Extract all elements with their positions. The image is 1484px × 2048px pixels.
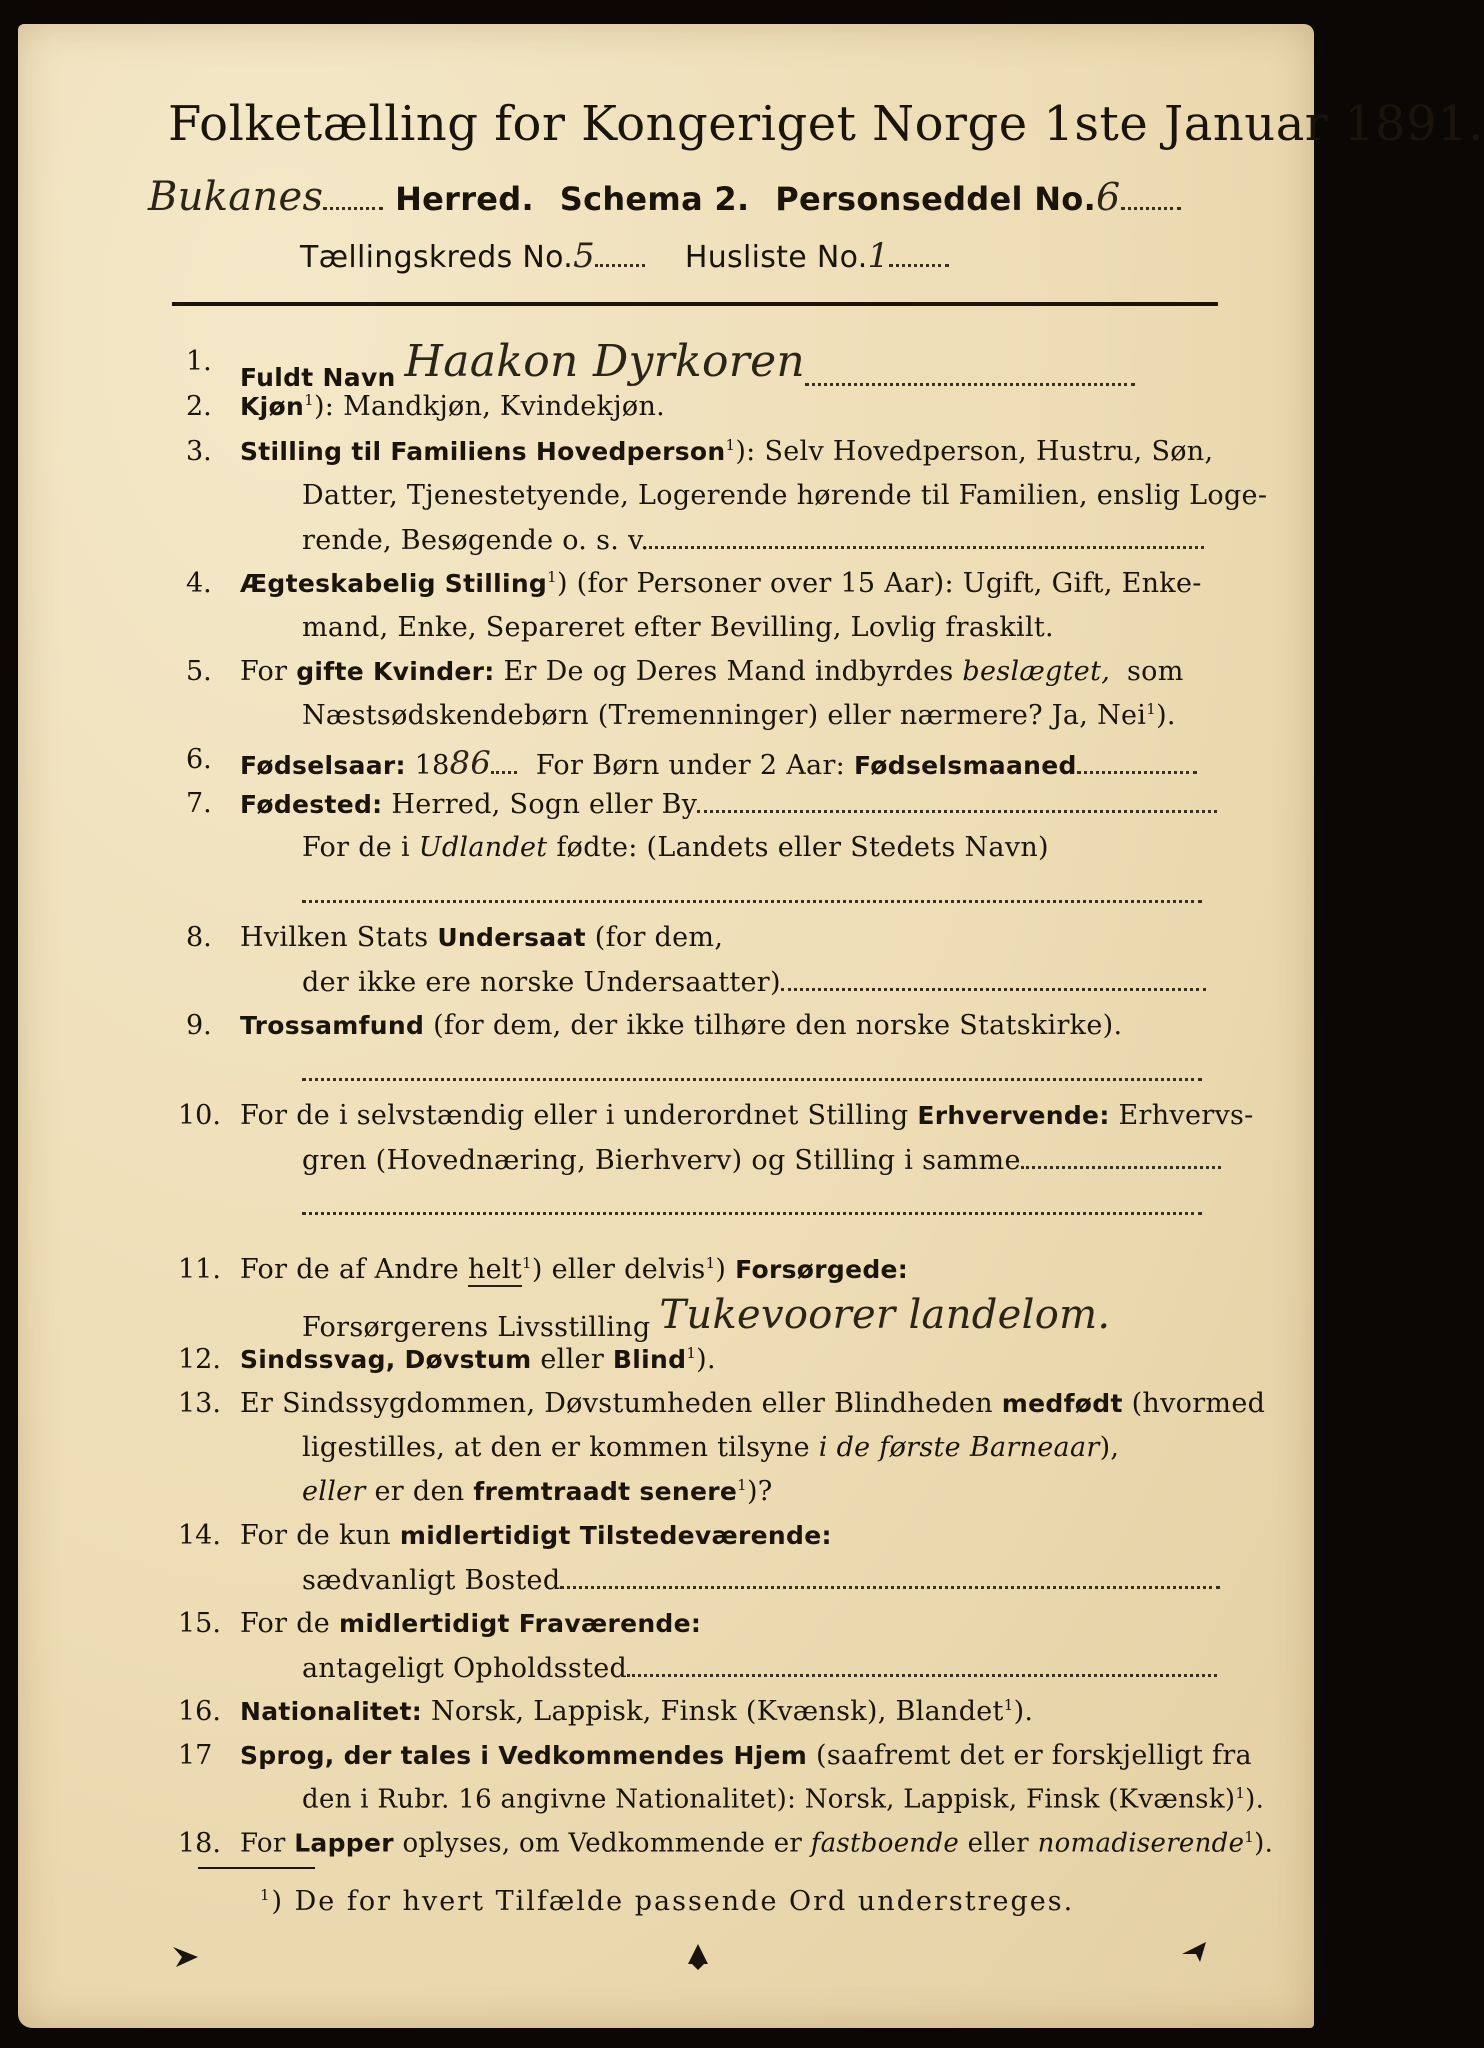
kreds-label: Tællingskreds No. xyxy=(300,240,574,275)
item-number: 12. xyxy=(178,1344,221,1375)
item-kjon xyxy=(240,391,665,422)
fravaer-text-2-row xyxy=(302,1652,1217,1684)
header-rule xyxy=(172,302,1218,306)
medfodt-text-3a: er den xyxy=(374,1476,465,1507)
census-form xyxy=(18,24,1484,2028)
kreds-row xyxy=(300,236,949,276)
item-erhvervende xyxy=(240,1100,1254,1131)
fodested-text-2i: Udlandet xyxy=(418,832,548,863)
dotted-line xyxy=(491,749,517,774)
item-gifte-kvinder xyxy=(240,656,1184,687)
dotted-line xyxy=(302,1190,1202,1215)
item-stilling xyxy=(240,436,1213,467)
item-sprog xyxy=(240,1740,1252,1771)
footnote-mark: 1 xyxy=(260,1886,272,1904)
medfodt-text-1a: Er Sindssygdommen, Døvstumheden eller Blindheden xyxy=(240,1388,993,1419)
sprog-label: Sprog, der tales i Vedkommendes Hjem xyxy=(240,1741,808,1770)
medfodt-text-3b: )? xyxy=(746,1476,773,1507)
fodested-text-1: Herred, Sogn eller By xyxy=(391,789,698,820)
footnote-mark: 1 xyxy=(737,1476,747,1494)
footnote-mark: 1 xyxy=(1146,700,1157,718)
footnote-mark: 1 xyxy=(304,391,314,409)
fodested-text-2a: For de i xyxy=(302,832,410,863)
nationalitet-end: ). xyxy=(1013,1696,1034,1727)
item-tilstedevaerende xyxy=(240,1520,832,1551)
gifte-text-2-end: ). xyxy=(1156,700,1176,731)
herred-row xyxy=(148,174,1181,220)
item-number: 15. xyxy=(178,1608,221,1639)
schema-label: Schema 2. xyxy=(559,180,750,218)
medfodt-text-2-row xyxy=(302,1432,1119,1463)
fodselsaar-handwritten: 86 xyxy=(449,744,491,782)
kjon-options: ): Mandkjøn, Kvindekjøn. xyxy=(313,391,666,422)
stilling-text-3: rende, Besøgende o. s. v. xyxy=(302,525,650,556)
gifte-text-1a: Er De og Deres Mand indbyrdes xyxy=(503,656,954,687)
tilstede-text-2: sædvanligt Bosted xyxy=(302,1565,561,1596)
tilstede-text-2-row xyxy=(302,1564,1220,1596)
husliste-label: Husliste No. xyxy=(684,240,868,275)
item-number: 7. xyxy=(186,788,212,819)
erhverv-text-2-row xyxy=(302,1144,1221,1176)
gifte-text-1i: beslægtet, xyxy=(962,656,1111,687)
trossamfund-label: Trossamfund xyxy=(240,1011,425,1040)
gifte-pre: For xyxy=(240,656,288,687)
item-number: 10. xyxy=(178,1100,221,1131)
item-number: 5. xyxy=(186,656,212,687)
dotted-line xyxy=(323,185,383,210)
item-nationalitet xyxy=(240,1696,1033,1727)
stilling-label: Stilling til Familiens Hovedperson xyxy=(240,437,726,466)
trossamfund-text: (for dem, der ikke tilhøre den norske Statskirke). xyxy=(433,1010,1123,1041)
item-number: 18. xyxy=(178,1828,221,1859)
item-undersaat xyxy=(240,922,723,953)
sindssvag-label: Sindssvag, xyxy=(240,1345,396,1374)
item-number: 14. xyxy=(178,1520,221,1551)
item-number: 13. xyxy=(178,1388,221,1419)
dotted-line xyxy=(302,1056,1202,1081)
footnote-mark: 1 xyxy=(1235,1784,1246,1802)
forsorgede-text-1b: ) eller delvis xyxy=(531,1254,706,1285)
fodselsaar-text: For Børn under 2 Aar: xyxy=(535,750,846,781)
footnote xyxy=(260,1886,1074,1917)
item-fravaerende xyxy=(240,1608,701,1639)
stilling-text-1: ): Selv Hovedperson, Hustru, Søn, xyxy=(735,436,1214,467)
undersaat-text-2-row xyxy=(302,966,1206,998)
item-sindssvag xyxy=(240,1344,716,1375)
forsorgede-handwritten: Tukevoorer landelom. xyxy=(659,1292,1111,1338)
dotted-line xyxy=(1121,185,1181,210)
fuldt-navn-label: Fuldt Navn xyxy=(240,363,396,392)
item-fodselsaar xyxy=(240,744,1197,782)
item-forsorgede xyxy=(240,1254,908,1285)
lapper-text-1a: For xyxy=(240,1828,286,1859)
item-number: 9. xyxy=(186,1010,212,1041)
sprog-text-1: (saafremt det er forskjelligt fra xyxy=(816,1740,1252,1771)
tilstede-label: midlertidigt Tilstedeværende: xyxy=(399,1521,832,1550)
forsorgede-text-2: Forsørgerens Livsstilling xyxy=(302,1312,651,1343)
aegteskabelig-label: Ægteskabelig Stilling xyxy=(240,569,548,598)
tilstede-text-1a: For de kun xyxy=(240,1520,391,1551)
fremtraadt-label: fremtraadt senere xyxy=(473,1477,738,1506)
dotted-line xyxy=(627,1652,1217,1677)
dotted-line xyxy=(560,1564,1220,1589)
form-title: Folketælling for Kongeriget Norge 1ste Januar 1891. xyxy=(168,96,1484,152)
dovstum-label: Døvstum xyxy=(404,1345,532,1374)
lapper-fastboende: fastboende xyxy=(810,1828,960,1859)
erhverv-text-2: gren (Hovednæring, Bierhverv) og Stilling i samme xyxy=(302,1145,1021,1176)
sprog-text-2: den i Rubr. 16 angivne Nationalitet): Norsk, Lappisk, Finsk (Kvænsk) xyxy=(302,1784,1236,1815)
lapper-text-1c: eller xyxy=(967,1828,1029,1859)
medfodt-text-1b: (hvormed xyxy=(1131,1388,1266,1419)
aegteskabelig-text-1: ) (for Personer over 15 Aar): Ugift, Gift, Enke- xyxy=(556,568,1202,599)
footnote-mark: 1 xyxy=(686,1344,697,1362)
forsorgede-text-1a: For de af Andre xyxy=(240,1254,460,1285)
medfodt-text-2a: ligestilles, at den er kommen tilsyne xyxy=(302,1432,810,1463)
forsorgede-text-2-row xyxy=(302,1292,1111,1346)
blank-dotted-row xyxy=(302,1190,1202,1222)
fodested-text-2-row xyxy=(302,832,1049,863)
dotted-line xyxy=(781,966,1206,991)
erhverv-text-1a: For de i selvstændig eller i underordnet Stilling xyxy=(240,1100,909,1131)
footnote-mark: 1 xyxy=(547,568,557,586)
footnote-mark: 1 xyxy=(705,1254,716,1272)
gifte-kvinder-label: gifte Kvinder: xyxy=(296,657,495,686)
item-number: 17 xyxy=(178,1740,213,1771)
undersaat-label: Undersaat xyxy=(437,923,586,952)
fodselsaar-prefix: 18 xyxy=(414,750,450,781)
fravaer-label: midlertidigt Fraværende: xyxy=(338,1609,702,1638)
husliste-handwritten: 1 xyxy=(867,236,890,276)
dotted-line xyxy=(595,242,645,267)
item-aegteskabelig xyxy=(240,568,1202,599)
decorative-mark-icon xyxy=(1178,1936,1218,1966)
footnote-mark: 1 xyxy=(725,436,736,454)
forsorgede-text-1c: ) xyxy=(715,1254,727,1285)
nationalitet-label: Nationalitet: xyxy=(240,1697,423,1726)
gifte-text-2: Næstsødskendebørn (Tremenninger) eller nærmere? Ja, Nei xyxy=(302,700,1147,731)
aegteskabelig-text-2: mand, Enke, Separeret efter Bevilling, Lovlig fraskilt. xyxy=(302,612,1054,643)
blank-dotted-row xyxy=(302,878,1202,910)
herred-handwritten: Bukanes xyxy=(148,174,324,220)
item-trossamfund xyxy=(240,1010,1122,1041)
kjon-label: Kjøn xyxy=(240,392,305,421)
dotted-line xyxy=(302,878,1202,903)
footnote-mark: 1 xyxy=(522,1254,532,1272)
sindssvag-text: eller xyxy=(540,1344,605,1375)
fodested-text-2b: fødte: (Landets eller Stedets Navn) xyxy=(556,832,1049,863)
footnote-mark: 1 xyxy=(1003,1696,1014,1714)
sindssvag-end: ). xyxy=(696,1344,716,1375)
footnote-rule xyxy=(198,1867,315,1869)
personseddel-label: Personseddel No. xyxy=(775,180,1097,218)
item-number: 11. xyxy=(178,1254,221,1285)
lapper-text-1b: oplyses, om Vedkommende er xyxy=(402,1828,803,1859)
sprog-text-2-row xyxy=(302,1784,1264,1815)
medfodt-text-2b: ), xyxy=(1099,1432,1120,1463)
gifte-text-2-row xyxy=(302,700,1176,731)
erhverv-text-1b: Erhvervs- xyxy=(1118,1100,1254,1131)
footnote-text: ) De for hvert Tilfælde passende Ord understreges. xyxy=(271,1886,1075,1917)
undersaat-text-1b: (for dem, xyxy=(594,922,724,953)
stilling-text-3-row xyxy=(302,524,1204,556)
undersaat-text-1a: Hvilken Stats xyxy=(240,922,429,953)
kreds-handwritten: 5 xyxy=(573,236,596,276)
dotted-line xyxy=(805,361,1135,386)
dotted-line xyxy=(649,524,1204,549)
nationalitet-text: Norsk, Lappisk, Finsk (Kvænsk), Blandet xyxy=(430,1696,1004,1727)
item-number: 8. xyxy=(186,922,212,953)
fodselsmaaned-label: Fødselsmaaned xyxy=(853,751,1077,780)
fravaer-text-2: antageligt Opholdssted xyxy=(302,1653,628,1684)
undersaat-text-2: der ikke ere norske Undersaatter) xyxy=(302,967,781,998)
item-number: 3. xyxy=(186,436,212,467)
dotted-line xyxy=(697,788,1217,813)
helt-underlined: helt xyxy=(467,1254,523,1285)
fuldt-navn-handwritten: Haakon Dyrkoren xyxy=(404,336,806,387)
item-number: 16. xyxy=(178,1696,221,1727)
footnote-mark: 1 xyxy=(1244,1828,1255,1846)
item-number: 4. xyxy=(186,568,212,599)
item-fuldt-navn xyxy=(240,336,1135,397)
decorative-mark-icon xyxy=(678,1942,718,1972)
item-number: 1. xyxy=(186,346,212,377)
medfodt-text-3i: eller xyxy=(302,1476,366,1507)
dotted-line xyxy=(1077,749,1197,774)
gifte-text-1b: som xyxy=(1127,656,1184,687)
item-medfodt xyxy=(240,1388,1265,1419)
blind-label: Blind xyxy=(612,1345,687,1374)
decorative-mark-icon xyxy=(168,1942,208,1972)
item-lapper xyxy=(240,1828,1273,1859)
item-number: 6. xyxy=(186,744,212,775)
medfodt-label: medfødt xyxy=(1001,1389,1123,1418)
fravaer-text-1a: For de xyxy=(240,1608,331,1639)
erhvervende-label: Erhvervende: xyxy=(917,1101,1110,1130)
forsorgede-label: Forsørgede: xyxy=(735,1255,909,1284)
item-fodested xyxy=(240,788,1217,820)
fodselsaar-label: Fødselsaar: xyxy=(240,751,406,780)
medfodt-text-2i: i de første Barneaar xyxy=(818,1432,1100,1463)
dotted-line xyxy=(1021,1144,1221,1169)
blank-dotted-row xyxy=(302,1056,1202,1088)
lapper-nomadiserende: nomadiserende xyxy=(1037,1828,1245,1859)
item-number: 2. xyxy=(186,391,212,422)
personseddel-handwritten: 6 xyxy=(1096,175,1121,219)
dotted-line xyxy=(889,242,949,267)
medfodt-text-3-row xyxy=(302,1476,773,1507)
lapper-label: Lapper xyxy=(294,1828,394,1858)
stilling-text-2: Datter, Tjenestetyende, Logerende hørende til Familien, enslig Loge- xyxy=(302,480,1268,511)
fodested-label: Fødested: xyxy=(240,790,383,819)
lapper-end: ). xyxy=(1254,1828,1274,1859)
sprog-end: ). xyxy=(1245,1784,1265,1815)
herred-label: Herred. xyxy=(395,180,534,218)
